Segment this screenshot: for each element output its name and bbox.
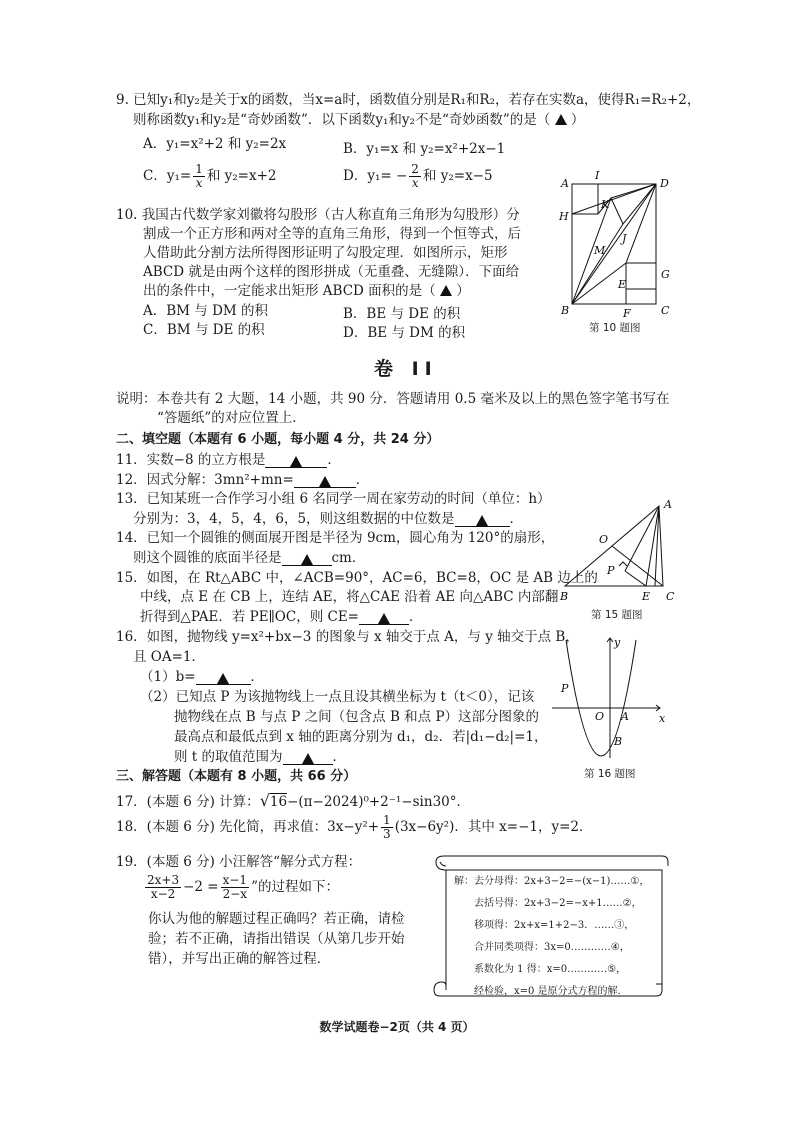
answer-placeholder-icon xyxy=(378,613,390,624)
q16-sub-2-line-3: 最高点和最低点到 x 轴的距离分别为 d₁，d₂．若|d₁−d₂|=1， xyxy=(174,729,548,745)
figure-15-caption: 第 15 题图 xyxy=(591,609,643,621)
point-label-p: P xyxy=(607,564,615,577)
q9-line-2: 则称函数y₁和y₂是“奇妙函数”．以下函数y₁和y₂不是“奇妙函数”的是（ ） xyxy=(133,112,585,128)
q13-line-2: 分别为：3，4，5，4，6，5，则这组数据的中位数是 ． xyxy=(133,511,524,527)
point-label-b: B xyxy=(560,590,569,603)
point-label-m: M xyxy=(594,244,606,257)
scroll-step-4: 合并同类项得：3x=0…………④， xyxy=(474,942,630,953)
q15-line-3: 折得到△PAE．若 PE∥OC，则 CE= ． xyxy=(140,609,423,625)
scroll-step-3: 移项得：2x+x=1+2−3．……③， xyxy=(474,920,635,931)
point-label-p: P xyxy=(561,682,569,695)
figure-10-caption: 第 10 题图 xyxy=(589,322,641,334)
q9-option-c: C．y₁= $\frac{1}{x}$ 和 y₂=x+2 xyxy=(143,162,277,190)
point-label-e: E xyxy=(642,590,651,603)
point-label-a: A xyxy=(664,498,672,511)
part-3-heading: 三、解答题（本题有 8 小题，共 66 分） xyxy=(116,769,357,784)
section-note-2: “答题纸”的对应位置上． xyxy=(157,410,306,426)
q10-line-4: ABCD 就是由两个这样的图形拼成（无重叠、无缝隙）．下面给 xyxy=(143,264,520,280)
parabola-curve xyxy=(566,640,636,756)
point-label-a: A xyxy=(561,177,569,190)
scroll-step-2: 去括号得：2x+3−2=−x+1……②， xyxy=(474,898,642,909)
q10-line-3: 人借助此分割方法所得图形证明了勾股定理．如图所示，矩形 xyxy=(143,245,508,261)
q9-option-a: A．y₁=x²+2 和 y₂=2x xyxy=(143,136,287,152)
q10-line-5: 出的条件中，一定能求出矩形 ABCD 面积的是（ ） xyxy=(143,283,470,299)
q16-sub-2-line-4: 则 t 的取值范围为 ． xyxy=(174,749,347,765)
answer-placeholder-icon xyxy=(555,114,567,125)
axis-label-x: x xyxy=(659,712,666,725)
scroll-step-1: 解：去分母得：2x+3−2=−(x−1)……①， xyxy=(454,876,650,887)
q19-line-5: 错），并写出正确的解答过程． xyxy=(148,951,331,967)
point-label-h: H xyxy=(559,210,569,223)
point-label-o: O xyxy=(595,710,605,723)
section-title: 卷 II xyxy=(374,358,438,380)
q9-option-b: B．y₁=x 和 y₂=x²+2x−1 xyxy=(343,141,506,157)
q16-line-1: 16．如图，抛物线 y=x²+bx−3 的图象与 x 轴交于点 A，与 y 轴交于点 B， xyxy=(116,629,579,645)
q9-line-1: 9. 已知y₁和y₂是关于x的函数，当x=a时，函数值分别是R₁和R₂，若存在实数a，使得R₁=R₂+2， xyxy=(116,92,701,108)
scroll-step-6: 经检验，x=0 是原分式方程的解． xyxy=(474,986,628,997)
figure-15-triangle-diagram xyxy=(555,494,685,604)
q10-option-d: D．BE 与 DM 的积 xyxy=(343,325,466,341)
q16-sub-1: （1）b= ． xyxy=(140,669,265,685)
q14-line-2: 则这个圆锥的底面半径是 cm． xyxy=(133,550,366,566)
part-2-heading: 二、填空题（本题有 6 小题，每小题 4 分，共 24 分） xyxy=(116,432,440,447)
q10-option-c: C．BM 与 DE 的积 xyxy=(143,322,265,338)
q19-equation: $\frac{2x+3}{x-2}$ −2 = $\frac{x-1}{2-x}$ ”的过程如下： xyxy=(147,873,339,901)
q9-option-d: D．y₁= − $\frac{2}{x}$ 和 y₂=x−5 xyxy=(343,162,493,190)
q19-line-3: 你认为他的解题过程正确吗？若正确，请检 xyxy=(148,911,405,927)
q19-line-1: 19．(本题 6 分) 小汪解答“解分式方程： xyxy=(116,854,362,870)
q18: 18．(本题 6 分) 先化简，再求值：3x−y²+ $\frac{1}{3}$ (3x−6y²)．其中 x=−1，y=2． xyxy=(116,813,593,841)
q10-line-1: 10. 我国古代数学家刘徽将勾股形（古人称直角三角形为勾股形）分 xyxy=(116,207,520,223)
q15-line-2: 中线，点 E 在 CB 上，连结 AE，将△CAE 沿着 AE 向△ABC 内部翻 xyxy=(140,589,559,605)
q16-sub-2-line-2: 抛物线在点 B 与点 P 之间（包含点 B 和点 P）这部分图象的 xyxy=(174,709,540,725)
figure-16-parabola-graph xyxy=(548,632,678,760)
point-label-f: F xyxy=(623,307,631,318)
answer-placeholder-icon xyxy=(302,753,314,764)
answer-placeholder-icon xyxy=(217,673,229,684)
q10-option-a: A．BM 与 DM 的积 xyxy=(143,303,269,319)
answer-placeholder-icon xyxy=(301,554,313,565)
answer-placeholder-icon xyxy=(440,285,452,296)
page-footer: 数学试题卷−2页（共 4 页） xyxy=(319,1020,475,1034)
point-label-b: B xyxy=(614,735,623,748)
q14-line-1: 14．已知一个圆锥的侧面展开图是半径为 9cm，圆心角为 120°的扇形， xyxy=(116,530,555,546)
answer-placeholder-icon xyxy=(290,456,302,467)
point-label-d: D xyxy=(660,177,669,190)
point-label-a: A xyxy=(621,710,629,723)
q19-line-4: 验；若不正确，请指出错误（从第几步开始 xyxy=(148,931,405,947)
section-note-1: 说明：本卷共有 2 大题，14 小题，共 90 分．答题请用 0.5 毫米及以上的黑色签字笔书写在 xyxy=(116,391,670,407)
q11: 11．实数−8 的立方根是 ． xyxy=(116,452,341,468)
point-label-i: I xyxy=(595,169,600,182)
point-label-e: E xyxy=(618,278,627,291)
point-label-c: C xyxy=(661,304,670,317)
q10-option-b: B．BE 与 DE 的积 xyxy=(343,306,461,322)
point-label-k: K xyxy=(601,198,610,211)
answer-placeholder-icon xyxy=(476,515,488,526)
point-label-b: B xyxy=(561,304,570,317)
point-label-j: J xyxy=(622,232,627,245)
q16-sub-2-line-1: （2）已知点 P 为该抛物线上一点且设其横坐标为 t（t＜0），记该 xyxy=(140,689,535,705)
q12: 12．因式分解：3mn²+mn= ． xyxy=(116,472,370,488)
axis-label-y: y xyxy=(614,636,621,649)
q15-line-1: 15．如图，在 Rt△ABC 中，∠ACB=90°，AC=6，BC=8，OC 是 AB 边上的 xyxy=(116,570,598,586)
q17: 17．(本题 6 分) 计算：√16−(π−2024)⁰+2⁻¹−sin30°． xyxy=(116,791,470,810)
figure-16-caption: 第 16 题图 xyxy=(584,768,636,780)
figure-10-rectangle-diagram xyxy=(550,168,680,318)
q13-line-1: 13．已知某班一合作学习小组 6 名同学一周在家劳动的时间（单位：h） xyxy=(116,491,551,507)
q16-line-2: 且 OA=1． xyxy=(133,649,206,665)
point-label-g: G xyxy=(661,268,670,281)
point-label-o: O xyxy=(599,533,609,546)
scroll-step-5: 系数化为 1 得：x=0…………⑤， xyxy=(474,964,627,975)
q10-line-2: 割成一个正方形和两对全等的直角三角形，得到一个恒等式，后 xyxy=(143,226,521,242)
point-label-c: C xyxy=(666,590,675,603)
answer-placeholder-icon xyxy=(319,476,331,487)
